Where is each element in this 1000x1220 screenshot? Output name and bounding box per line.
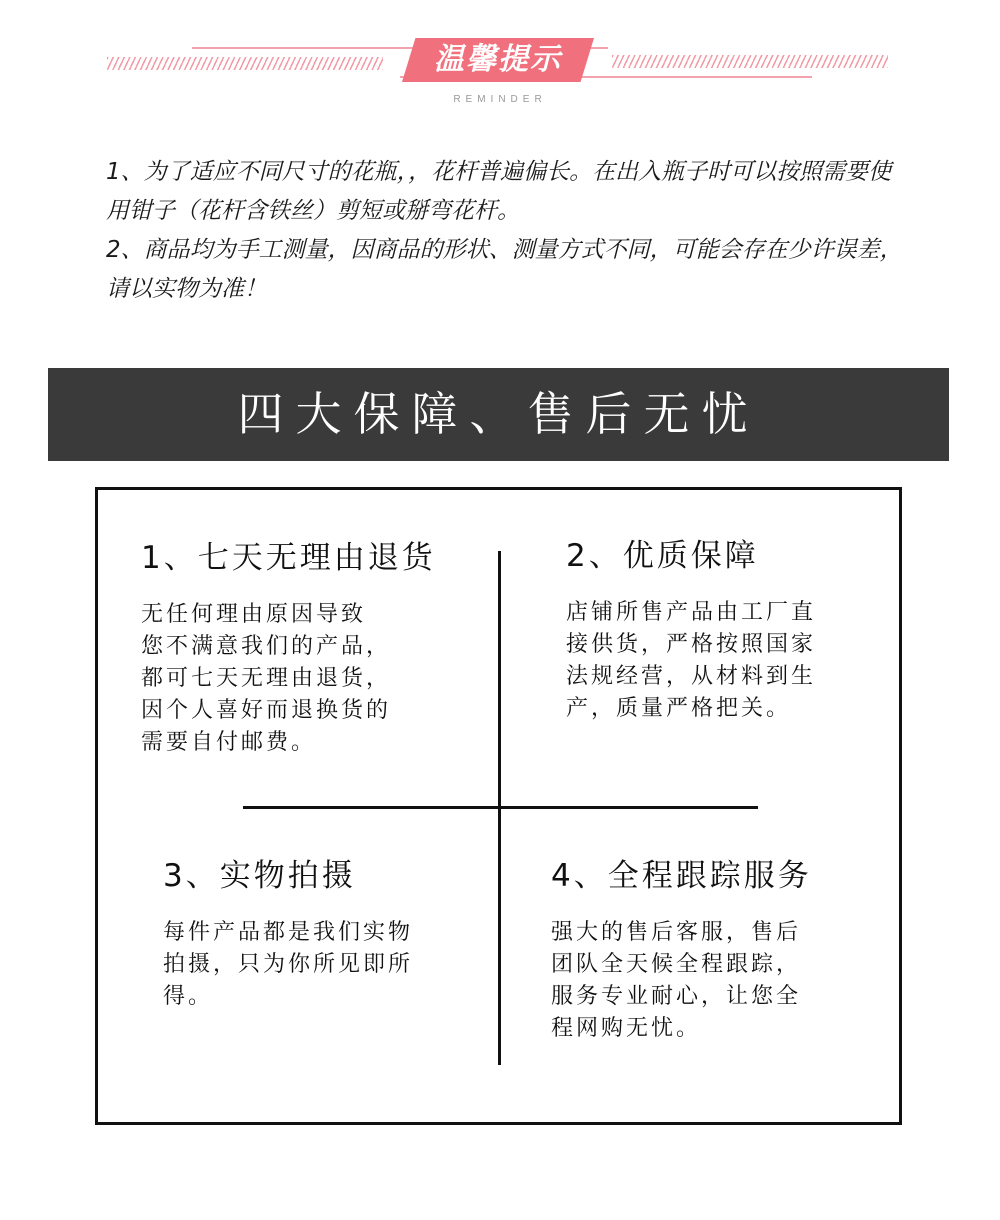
note-item: 1、为了适应不同尺寸的花瓶，，花杆普遍偏长。在出入瓶子时可以按照需要使用钳子（花杆含铁丝）剪短或掰弯花杆。	[106, 159, 892, 224]
header-hatch-right	[612, 55, 888, 68]
guarantee-photo	[163, 850, 463, 1013]
guarantee-title: 4、全程跟踪服务	[551, 858, 812, 894]
guarantee-title: 2、优质保障	[566, 538, 759, 574]
guarantee-desc: 强大的售后客服，售后 团队全天候全程跟踪， 服务专业耐心，让您全 程网购无忧。	[551, 920, 802, 1041]
guarantee-quality	[566, 530, 866, 725]
reminder-notes	[106, 153, 906, 309]
horizontal-divider	[243, 806, 758, 809]
guarantee-tracking	[551, 850, 851, 1045]
guarantee-banner	[48, 368, 949, 461]
guarantee-desc: 店铺所售产品由工厂直 接供货，严格按照国家 法规经营，从材料到生 产，质量严格把关。	[566, 600, 817, 721]
note-item: 2、商品均为手工测量，因商品的形状、测量方式不同，可能会存在少许误差，请以实物为准！	[106, 237, 903, 302]
header-title: 温馨提示	[434, 42, 562, 77]
guarantee-title: 1、七天无理由退货	[141, 540, 436, 576]
guarantee-title: 3、实物拍摄	[163, 858, 356, 894]
header-hatch-left	[107, 57, 383, 70]
banner-title: 四大保障、售后无忧	[237, 387, 760, 441]
guarantee-desc: 每件产品都是我们实物 拍摄，只为你所见即所 得。	[163, 920, 414, 1009]
header-subtitle: REMINDER	[453, 94, 547, 105]
guarantee-return	[141, 532, 481, 759]
guarantee-desc: 无任何理由原因导致 您不满意我们的产品， 都可七天无理由退货， 因个人喜好而退换货的 需要自付邮费。	[141, 602, 392, 755]
